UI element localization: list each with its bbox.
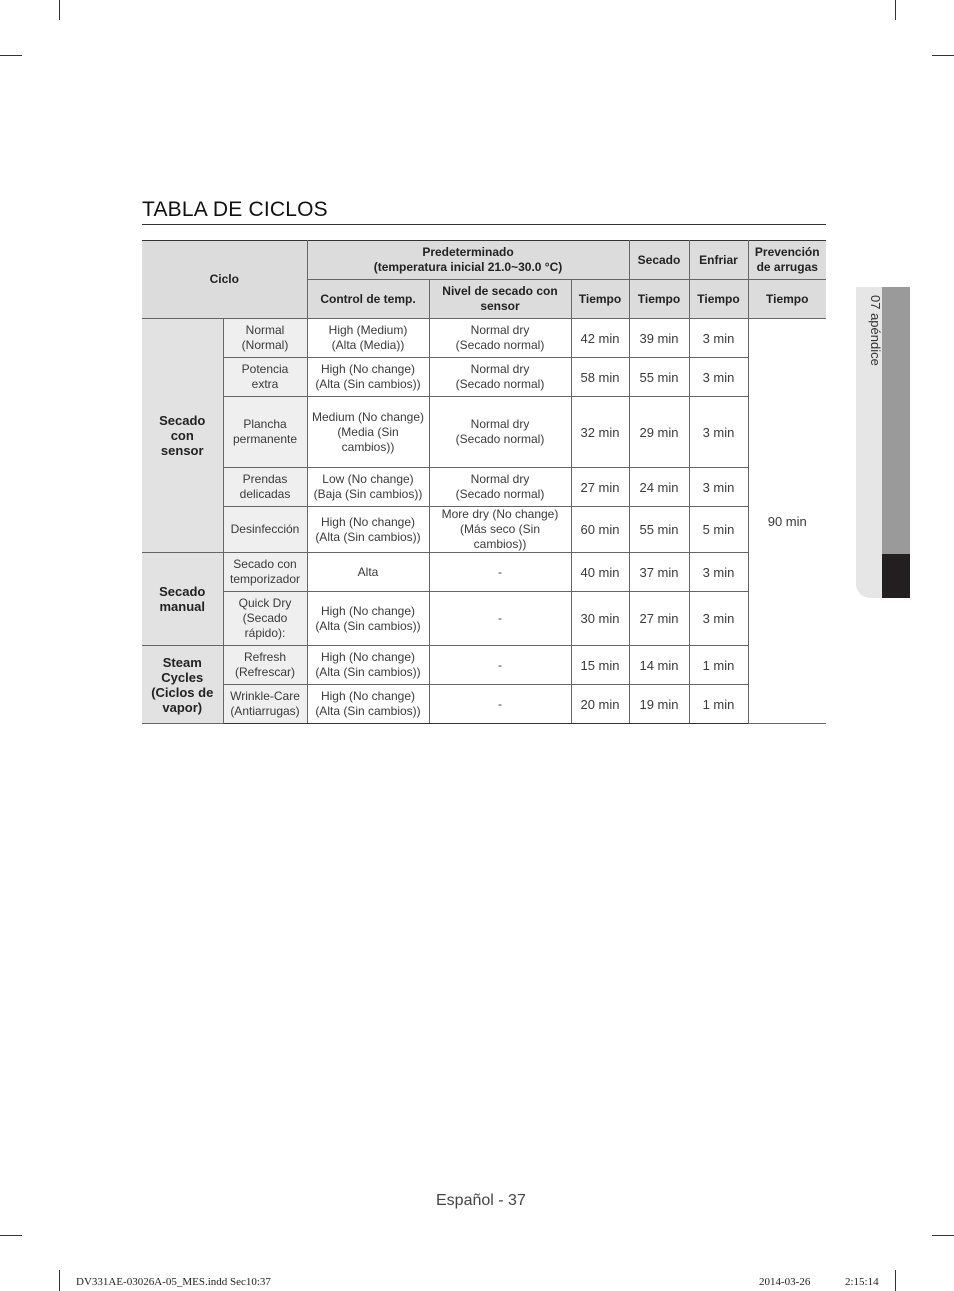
control-temp [307,646,429,685]
cycle-name [223,397,307,468]
dry-time: 37 min [629,553,689,592]
cycle-name-line: (Normal) [241,338,289,352]
control-temp-line: High (No change) [320,603,416,618]
control-temp [307,397,429,468]
footer-file: DV331AE-03026A-05_MES.indd Sec10:37 [76,1276,271,1288]
header-tiempo: Tiempo [571,280,629,319]
header-enfriar: Enfriar [689,241,748,280]
title-underline [142,224,826,225]
table-row [142,319,826,358]
dry-level-line: - [498,696,502,711]
dry-time: 19 min [629,685,689,724]
cycle-name-line: Quick Dry [238,596,292,610]
header-prevencion-line: de arrugas [756,260,818,274]
dry-level [429,397,571,468]
cycle-name-line: rápido): [244,626,286,640]
control-temp [307,468,429,507]
header-predeterminado-line: Predeterminado [422,245,514,259]
header-control-temp: Control de temp. [307,280,429,319]
cycle-name-line: (Refrescar) [234,665,295,679]
dry-time: 24 min [629,468,689,507]
cool-time: 3 min [689,358,748,397]
group-label-line: sensor [160,443,204,458]
header-nivel-line: sensor [480,299,520,313]
cycle-name-line: Potencia [241,362,289,376]
cycle-name-line: Desinfección [230,522,300,536]
cycle-name [223,646,307,685]
crop-mark [59,1270,60,1291]
cycle-name-line: delicadas [239,487,291,501]
dry-level-line: (Secado normal) [455,432,545,446]
header-tiempo-secado: Tiempo [629,280,689,319]
cycle-name-line: Wrinkle-Care [230,689,300,703]
dry-level [429,468,571,507]
dry-level [429,646,571,685]
group-label-line: Cycles [161,669,204,685]
dry-time: 14 min [629,646,689,685]
header-nivel-secado [429,280,571,319]
group-label-line: (Ciclos de [151,684,214,700]
crop-mark [932,55,954,56]
cycle-time: 58 min [571,358,629,397]
control-temp [307,553,429,592]
dry-level-line: (Más seco (Sin cambios)) [459,522,541,551]
crop-mark [59,0,60,20]
cycle-name-line: extra [251,377,279,391]
control-temp [307,507,429,553]
control-temp [307,592,429,646]
control-temp-line: High (Medium) [328,323,408,337]
table-row [142,592,826,646]
control-temp-line: (Alta (Media)) [331,338,405,352]
cool-time: 3 min [689,592,748,646]
wrinkle-prevention-time: 90 min [748,319,826,724]
dry-level-line: Normal dry [470,362,530,376]
cool-time: 3 min [689,319,748,358]
group-label-line: con [170,428,194,443]
header-prevencion [748,241,826,280]
chapter-tab-stripe [882,287,910,554]
cycle-table [142,240,826,724]
cool-time: 3 min [689,553,748,592]
header-prevencion-line: Prevención [754,245,820,259]
control-temp-line: (Media (Sin cambios)) [337,424,399,454]
page-title: TABLA DE CICLOS [142,198,328,221]
dry-level [429,592,571,646]
cycle-name-line: temporizador [229,572,301,586]
dry-time: 39 min [629,319,689,358]
cycle-time: 32 min [571,397,629,468]
page-number: Español - 37 [436,1192,526,1209]
table-row [142,358,826,397]
dry-level-line: Normal dry [470,417,530,431]
footer-date: 2014-03-26 [759,1276,811,1288]
control-temp-line: (Alta (Sin cambios)) [315,529,421,544]
cycle-name-line: Plancha [243,417,287,431]
control-temp-line: (Alta (Sin cambios)) [315,618,421,633]
dry-level-line: (Secado normal) [455,487,545,501]
group-label [142,553,223,646]
cycle-name-line: (Antiarrugas) [230,704,300,718]
cool-time: 3 min [689,397,748,468]
cycle-name-line: permanente [232,432,298,446]
chapter-tab-label: 07 apéndice [868,295,883,366]
dry-level [429,553,571,592]
header-nivel-line: Nivel de secado con [442,284,558,298]
cycle-name-line: (Secado [242,611,288,625]
control-temp-line: High (No change) [320,514,416,529]
cycle-name [223,685,307,724]
dry-time: 55 min [629,358,689,397]
table-row [142,507,826,553]
dry-level-line: - [498,611,502,625]
crop-mark [0,55,22,56]
header-predeterminado [307,241,629,280]
dry-level-line: - [498,657,502,672]
group-label-line: Steam [162,654,202,670]
dry-level-line: Normal dry [470,323,530,337]
crop-mark [932,1235,954,1236]
header-secado: Secado [629,241,689,280]
control-temp-line: High (No change) [320,689,416,703]
table-row [142,685,826,724]
group-label [142,319,223,553]
cycle-table-body [142,319,826,724]
cycle-name-line: Refresh [243,650,287,664]
dry-time: 27 min [629,592,689,646]
table-row [142,553,826,592]
group-label [142,646,223,724]
group-label-line: vapor) [162,699,203,715]
dry-time: 29 min [629,397,689,468]
control-temp-line: (Alta (Sin cambios)) [315,704,421,718]
cycle-name-line: Prendas [242,472,288,486]
control-temp [307,319,429,358]
table-row [142,397,826,468]
cycle-name [223,468,307,507]
cycle-name [223,358,307,397]
group-label-line: manual [159,599,205,614]
crop-mark [895,0,896,20]
cycle-name-line: Normal [245,323,285,337]
group-label-line: Secado [159,584,206,599]
header-ciclo: Ciclo [142,241,307,319]
dry-time: 55 min [629,507,689,553]
cycle-time: 60 min [571,507,629,553]
control-temp-line: (Baja (Sin cambios)) [313,487,423,501]
chapter-tab-marker [882,554,910,598]
dry-level [429,319,571,358]
dry-level-line: Normal dry [470,472,530,486]
cycle-time: 27 min [571,468,629,507]
header-tiempo-arrugas: Tiempo [748,280,826,319]
cool-time: 1 min [689,685,748,724]
dry-level [429,685,571,724]
dry-level [429,507,571,553]
cool-time: 5 min [689,507,748,553]
cycle-name [223,553,307,592]
header-predeterminado-line: (temperatura inicial 21.0~30.0 °C) [373,260,563,274]
table-row [142,646,826,685]
table-row [142,468,826,507]
control-temp-line: Low (No change) [322,472,414,486]
cool-time: 3 min [689,468,748,507]
cycle-name [223,319,307,358]
cycle-time: 20 min [571,685,629,724]
cycle-time: 42 min [571,319,629,358]
cycle-name [223,507,307,553]
cycle-time: 40 min [571,553,629,592]
dry-level-line: (Secado normal) [455,377,545,391]
cycle-name-line: Secado con [233,557,297,571]
header-tiempo-enfriar: Tiempo [689,280,748,319]
control-temp-line: High (No change) [320,362,416,376]
control-temp-line: Medium (No change) [311,409,425,424]
dry-level-line: More dry (No change) [441,507,559,521]
cycle-name [223,592,307,646]
control-temp [307,358,429,397]
group-label-line: Secado [159,413,206,428]
dry-level [429,358,571,397]
dry-level-line: (Secado normal) [455,338,545,352]
cycle-time: 15 min [571,646,629,685]
control-temp-line: High (No change) [320,650,416,664]
control-temp-line: Alta [357,564,379,579]
crop-mark [895,1270,896,1291]
dry-level-line: - [498,564,502,579]
control-temp-line: (Alta (Sin cambios)) [315,377,421,391]
footer-time: 2:15:14 [845,1276,879,1288]
control-temp-line: (Alta (Sin cambios)) [315,665,421,679]
cycle-time: 30 min [571,592,629,646]
control-temp [307,685,429,724]
crop-mark [0,1235,22,1236]
cool-time: 1 min [689,646,748,685]
